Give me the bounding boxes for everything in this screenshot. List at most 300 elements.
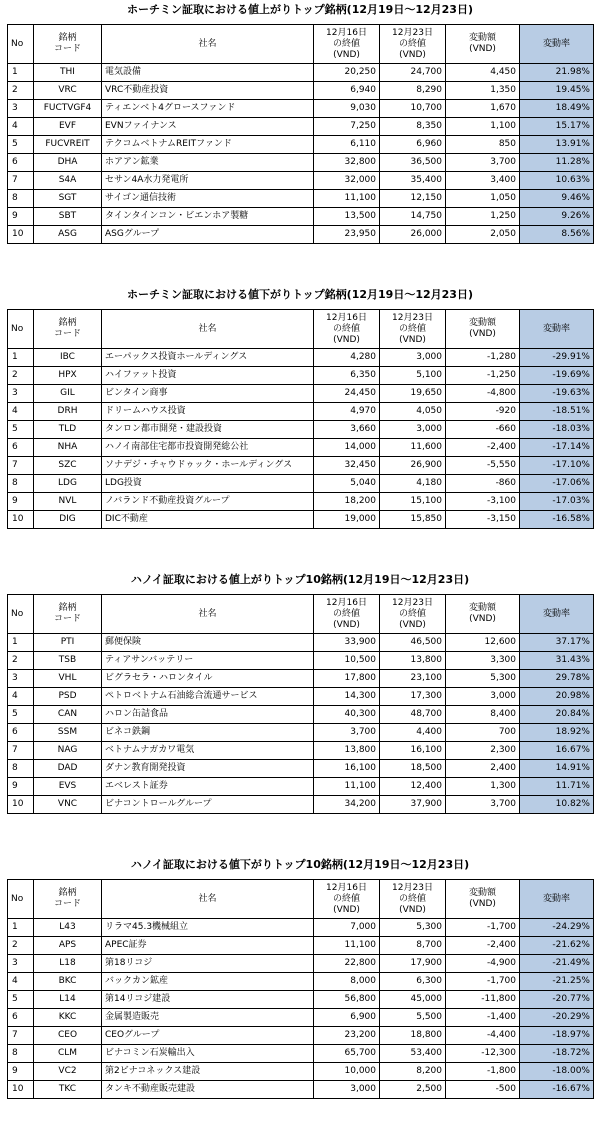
stock-code: L14 — [34, 991, 102, 1009]
company-name: セサン4A水力発電所 — [102, 172, 314, 190]
header-change: 変動額 (VND) — [446, 310, 520, 349]
company-name: ノバランド不動産投資グループ — [102, 493, 314, 511]
header-no: No — [8, 25, 34, 64]
table-row — [8, 421, 594, 439]
header-row — [8, 25, 594, 64]
row-number: 8 — [8, 760, 34, 778]
stock-code: S4A — [34, 172, 102, 190]
close-dec23: 18,800 — [380, 1027, 446, 1045]
change-rate: -18.97% — [520, 1027, 594, 1045]
stock-code: NAG — [34, 742, 102, 760]
row-number: 10 — [8, 1081, 34, 1099]
close-dec16: 4,970 — [314, 403, 380, 421]
stock-code: THI — [34, 64, 102, 82]
table-row — [8, 457, 594, 475]
close-dec23: 48,700 — [380, 706, 446, 724]
table-section — [0, 855, 600, 1099]
row-number: 1 — [8, 64, 34, 82]
close-dec16: 14,300 — [314, 688, 380, 706]
close-dec23: 36,500 — [380, 154, 446, 172]
change-amount: -1,700 — [446, 919, 520, 937]
change-amount: -660 — [446, 421, 520, 439]
change-amount: -1,800 — [446, 1063, 520, 1081]
ranking-table — [7, 594, 594, 814]
close-dec23: 15,850 — [380, 511, 446, 529]
change-amount: 1,300 — [446, 778, 520, 796]
change-amount: 1,050 — [446, 190, 520, 208]
table-row — [8, 652, 594, 670]
row-number: 9 — [8, 208, 34, 226]
close-dec23: 13,800 — [380, 652, 446, 670]
close-dec16: 24,450 — [314, 385, 380, 403]
row-number: 7 — [8, 172, 34, 190]
close-dec16: 3,000 — [314, 1081, 380, 1099]
header-change: 変動額 (VND) — [446, 25, 520, 64]
close-dec16: 65,700 — [314, 1045, 380, 1063]
row-number: 9 — [8, 493, 34, 511]
change-amount: 2,300 — [446, 742, 520, 760]
table-title: ハノイ証取における値上がりトップ10銘柄(12月19日～12月23日) — [130, 573, 470, 586]
close-dec16: 11,100 — [314, 937, 380, 955]
company-name: DIC不動産 — [102, 511, 314, 529]
change-amount: -2,400 — [446, 937, 520, 955]
change-rate: -24.29% — [520, 919, 594, 937]
change-rate: -16.67% — [520, 1081, 594, 1099]
close-dec23: 8,200 — [380, 1063, 446, 1081]
change-rate: 18.92% — [520, 724, 594, 742]
change-rate: -21.25% — [520, 973, 594, 991]
stock-code: NVL — [34, 493, 102, 511]
stock-code: VRC — [34, 82, 102, 100]
table-row — [8, 760, 594, 778]
change-amount: 3,300 — [446, 652, 520, 670]
close-dec23: 2,500 — [380, 1081, 446, 1099]
change-amount: -920 — [446, 403, 520, 421]
header-code: 銘柄 コード — [34, 25, 102, 64]
table-row — [8, 1045, 594, 1063]
stock-code: VNC — [34, 796, 102, 814]
header-code: 銘柄 コード — [34, 595, 102, 634]
stock-code: EVF — [34, 118, 102, 136]
close-dec16: 6,110 — [314, 136, 380, 154]
change-rate: -17.14% — [520, 439, 594, 457]
header-row — [8, 880, 594, 919]
change-amount: -12,300 — [446, 1045, 520, 1063]
row-number: 4 — [8, 403, 34, 421]
header-close-dec16: 12月16日 の終値 (VND) — [314, 880, 380, 919]
header-close-dec23: 12月23日 の終値 (VND) — [380, 25, 446, 64]
close-dec23: 4,400 — [380, 724, 446, 742]
change-rate: 21.98% — [520, 64, 594, 82]
header-name: 社名 — [102, 25, 314, 64]
row-number: 4 — [8, 118, 34, 136]
table-row — [8, 1063, 594, 1081]
stock-code: CLM — [34, 1045, 102, 1063]
stock-code: SGT — [34, 190, 102, 208]
change-rate: 10.82% — [520, 796, 594, 814]
stock-code: GIL — [34, 385, 102, 403]
stock-code: DHA — [34, 154, 102, 172]
close-dec16: 17,800 — [314, 670, 380, 688]
change-rate: 16.67% — [520, 742, 594, 760]
company-name: テクコムベトナムREITファンド — [102, 136, 314, 154]
close-dec23: 14,750 — [380, 208, 446, 226]
stock-code: TKC — [34, 1081, 102, 1099]
company-name: ハロン缶詰食品 — [102, 706, 314, 724]
table-row — [8, 208, 594, 226]
company-name: ASGグループ — [102, 226, 314, 244]
stock-code: DIG — [34, 511, 102, 529]
change-rate: -20.29% — [520, 1009, 594, 1027]
change-amount: -1,700 — [446, 973, 520, 991]
change-amount: 12,600 — [446, 634, 520, 652]
change-rate: 13.91% — [520, 136, 594, 154]
close-dec16: 13,500 — [314, 208, 380, 226]
table-row — [8, 778, 594, 796]
header-code: 銘柄 コード — [34, 880, 102, 919]
table-row — [8, 64, 594, 82]
company-name: LDG投資 — [102, 475, 314, 493]
stock-code: TSB — [34, 652, 102, 670]
change-rate: -20.77% — [520, 991, 594, 1009]
table-row — [8, 937, 594, 955]
stock-code: LDG — [34, 475, 102, 493]
close-dec16: 20,250 — [314, 64, 380, 82]
change-rate: 18.49% — [520, 100, 594, 118]
row-number: 7 — [8, 457, 34, 475]
change-rate: 10.63% — [520, 172, 594, 190]
stock-code: CAN — [34, 706, 102, 724]
change-rate: 29.78% — [520, 670, 594, 688]
header-no: No — [8, 595, 34, 634]
close-dec16: 23,200 — [314, 1027, 380, 1045]
change-rate: -17.10% — [520, 457, 594, 475]
stock-code: FUCTVGF4 — [34, 100, 102, 118]
close-dec23: 8,350 — [380, 118, 446, 136]
close-dec16: 11,100 — [314, 190, 380, 208]
stock-code: PSD — [34, 688, 102, 706]
close-dec23: 17,300 — [380, 688, 446, 706]
row-number: 2 — [8, 367, 34, 385]
header-name: 社名 — [102, 310, 314, 349]
change-rate: -19.69% — [520, 367, 594, 385]
company-name: ビナコントロールグループ — [102, 796, 314, 814]
change-amount: -2,400 — [446, 439, 520, 457]
row-number: 9 — [8, 1063, 34, 1081]
close-dec23: 16,100 — [380, 742, 446, 760]
close-dec16: 32,000 — [314, 172, 380, 190]
change-rate: 37.17% — [520, 634, 594, 652]
table-row — [8, 796, 594, 814]
close-dec16: 40,300 — [314, 706, 380, 724]
close-dec23: 5,100 — [380, 367, 446, 385]
change-amount: -500 — [446, 1081, 520, 1099]
stock-code: SSM — [34, 724, 102, 742]
close-dec23: 12,400 — [380, 778, 446, 796]
table-row — [8, 226, 594, 244]
header-row — [8, 595, 594, 634]
stock-code: FUCVREIT — [34, 136, 102, 154]
ranking-table — [7, 24, 594, 244]
change-amount: -4,400 — [446, 1027, 520, 1045]
table-section — [0, 285, 600, 529]
row-number: 2 — [8, 652, 34, 670]
close-dec16: 33,900 — [314, 634, 380, 652]
close-dec16: 19,000 — [314, 511, 380, 529]
change-amount: -860 — [446, 475, 520, 493]
company-name: タンキ不動産販売建設 — [102, 1081, 314, 1099]
stock-code: CEO — [34, 1027, 102, 1045]
stock-code: PTI — [34, 634, 102, 652]
table-row — [8, 670, 594, 688]
header-close-dec16: 12月16日 の終値 (VND) — [314, 595, 380, 634]
change-rate: 20.98% — [520, 688, 594, 706]
close-dec16: 32,450 — [314, 457, 380, 475]
table-row — [8, 172, 594, 190]
stock-code: L43 — [34, 919, 102, 937]
close-dec16: 14,000 — [314, 439, 380, 457]
stock-code: L18 — [34, 955, 102, 973]
close-dec16: 16,100 — [314, 760, 380, 778]
company-name: ビネコ鉄鋼 — [102, 724, 314, 742]
table-row — [8, 1027, 594, 1045]
close-dec16: 32,800 — [314, 154, 380, 172]
table-section — [0, 570, 600, 814]
change-rate: 15.17% — [520, 118, 594, 136]
close-dec23: 45,000 — [380, 991, 446, 1009]
table-row — [8, 688, 594, 706]
table-row — [8, 742, 594, 760]
row-number: 2 — [8, 937, 34, 955]
company-name: バックカン鉱産 — [102, 973, 314, 991]
close-dec16: 56,800 — [314, 991, 380, 1009]
company-name: ティエンベト4グロースファンド — [102, 100, 314, 118]
company-name: タインタインコン・ビエンホア製糖 — [102, 208, 314, 226]
header-rate: 変動率 — [520, 310, 594, 349]
change-rate: 9.46% — [520, 190, 594, 208]
company-name: ホアアン鉱業 — [102, 154, 314, 172]
header-close-dec23: 12月23日 の終値 (VND) — [380, 310, 446, 349]
close-dec16: 7,250 — [314, 118, 380, 136]
row-number: 1 — [8, 349, 34, 367]
change-amount: 3,700 — [446, 154, 520, 172]
close-dec16: 11,100 — [314, 778, 380, 796]
row-number: 1 — [8, 919, 34, 937]
change-amount: -3,150 — [446, 511, 520, 529]
change-amount: 3,700 — [446, 796, 520, 814]
close-dec16: 3,660 — [314, 421, 380, 439]
table-title: ホーチミン証取における値下がりトップ銘柄(12月19日～12月23日) — [127, 288, 473, 301]
close-dec16: 6,350 — [314, 367, 380, 385]
header-change: 変動額 (VND) — [446, 595, 520, 634]
table-row — [8, 190, 594, 208]
company-name: EVNファイナンス — [102, 118, 314, 136]
stock-code: DRH — [34, 403, 102, 421]
table-row — [8, 919, 594, 937]
table-row — [8, 118, 594, 136]
company-name: ドリームハウス投資 — [102, 403, 314, 421]
table-row — [8, 706, 594, 724]
close-dec23: 5,300 — [380, 919, 446, 937]
change-rate: 20.84% — [520, 706, 594, 724]
company-name: ダナン教育開発投資 — [102, 760, 314, 778]
change-amount: -4,800 — [446, 385, 520, 403]
change-rate: 31.43% — [520, 652, 594, 670]
company-name: エーパックス投資ホールディングス — [102, 349, 314, 367]
change-amount: 8,400 — [446, 706, 520, 724]
stock-code: HPX — [34, 367, 102, 385]
header-rate: 変動率 — [520, 880, 594, 919]
table-row — [8, 367, 594, 385]
change-amount: 2,050 — [446, 226, 520, 244]
row-number: 6 — [8, 724, 34, 742]
change-amount: 1,350 — [446, 82, 520, 100]
row-number: 7 — [8, 742, 34, 760]
stock-code: SBT — [34, 208, 102, 226]
stock-code: EVS — [34, 778, 102, 796]
row-number: 7 — [8, 1027, 34, 1045]
header-close-dec23: 12月23日 の終値 (VND) — [380, 595, 446, 634]
table-title: ハノイ証取における値下がりトップ10銘柄(12月19日～12月23日) — [130, 858, 470, 871]
row-number: 4 — [8, 973, 34, 991]
change-rate: 11.71% — [520, 778, 594, 796]
change-rate: 19.45% — [520, 82, 594, 100]
stock-code: KKC — [34, 1009, 102, 1027]
close-dec23: 4,180 — [380, 475, 446, 493]
change-amount: 2,400 — [446, 760, 520, 778]
change-amount: 3,000 — [446, 688, 520, 706]
row-number: 10 — [8, 226, 34, 244]
close-dec23: 18,500 — [380, 760, 446, 778]
change-amount: 1,100 — [446, 118, 520, 136]
close-dec16: 6,940 — [314, 82, 380, 100]
table-row — [8, 439, 594, 457]
row-number: 5 — [8, 136, 34, 154]
close-dec16: 7,000 — [314, 919, 380, 937]
company-name: リラマ45.3機械組立 — [102, 919, 314, 937]
row-number: 6 — [8, 154, 34, 172]
header-close-dec23: 12月23日 の終値 (VND) — [380, 880, 446, 919]
table-row — [8, 634, 594, 652]
change-rate: -18.72% — [520, 1045, 594, 1063]
change-amount: 3,400 — [446, 172, 520, 190]
close-dec23: 8,290 — [380, 82, 446, 100]
close-dec16: 6,900 — [314, 1009, 380, 1027]
company-name: 第14リコジ建設 — [102, 991, 314, 1009]
change-amount: -3,100 — [446, 493, 520, 511]
row-number: 3 — [8, 670, 34, 688]
stock-code: NHA — [34, 439, 102, 457]
ranking-table — [7, 309, 594, 529]
table-row — [8, 724, 594, 742]
change-rate: -17.06% — [520, 475, 594, 493]
company-name: 金属製造販売 — [102, 1009, 314, 1027]
close-dec16: 5,040 — [314, 475, 380, 493]
close-dec16: 8,000 — [314, 973, 380, 991]
change-rate: -21.49% — [520, 955, 594, 973]
company-name: サイゴン通信技術 — [102, 190, 314, 208]
row-number: 5 — [8, 706, 34, 724]
change-rate: -21.62% — [520, 937, 594, 955]
row-number: 10 — [8, 796, 34, 814]
header-rate: 変動率 — [520, 595, 594, 634]
header-row — [8, 310, 594, 349]
company-name: 第18リコジ — [102, 955, 314, 973]
close-dec23: 53,400 — [380, 1045, 446, 1063]
table-row — [8, 154, 594, 172]
close-dec23: 17,900 — [380, 955, 446, 973]
change-amount: -4,900 — [446, 955, 520, 973]
row-number: 6 — [8, 1009, 34, 1027]
change-amount: 1,670 — [446, 100, 520, 118]
table-row — [8, 136, 594, 154]
change-amount: 1,250 — [446, 208, 520, 226]
row-number: 8 — [8, 1045, 34, 1063]
row-number: 4 — [8, 688, 34, 706]
close-dec16: 4,280 — [314, 349, 380, 367]
ranking-table — [7, 879, 594, 1099]
change-rate: 9.26% — [520, 208, 594, 226]
close-dec23: 5,500 — [380, 1009, 446, 1027]
table-row — [8, 403, 594, 421]
change-amount: 4,450 — [446, 64, 520, 82]
close-dec16: 10,500 — [314, 652, 380, 670]
header-rate: 変動率 — [520, 25, 594, 64]
change-amount: -5,550 — [446, 457, 520, 475]
company-name: ソナデジ・チャウドゥック・ホールディングス — [102, 457, 314, 475]
stock-code: VC2 — [34, 1063, 102, 1081]
close-dec23: 3,000 — [380, 421, 446, 439]
company-name: ビグラセラ・ハロンタイル — [102, 670, 314, 688]
row-number: 5 — [8, 421, 34, 439]
close-dec16: 3,700 — [314, 724, 380, 742]
change-amount: -1,400 — [446, 1009, 520, 1027]
stock-code: DAD — [34, 760, 102, 778]
table-row — [8, 955, 594, 973]
table-row — [8, 991, 594, 1009]
close-dec23: 37,900 — [380, 796, 446, 814]
close-dec23: 23,100 — [380, 670, 446, 688]
change-rate: -18.03% — [520, 421, 594, 439]
change-rate: -19.63% — [520, 385, 594, 403]
change-amount: 700 — [446, 724, 520, 742]
change-rate: -16.58% — [520, 511, 594, 529]
change-rate: -17.03% — [520, 493, 594, 511]
close-dec23: 26,000 — [380, 226, 446, 244]
close-dec16: 10,000 — [314, 1063, 380, 1081]
stock-code: IBC — [34, 349, 102, 367]
close-dec16: 34,200 — [314, 796, 380, 814]
company-name: ハノイ南部住宅都市投資開発総公社 — [102, 439, 314, 457]
change-amount: -1,280 — [446, 349, 520, 367]
change-rate: 11.28% — [520, 154, 594, 172]
close-dec23: 6,300 — [380, 973, 446, 991]
stock-code: APS — [34, 937, 102, 955]
header-close-dec16: 12月16日 の終値 (VND) — [314, 25, 380, 64]
close-dec23: 12,150 — [380, 190, 446, 208]
close-dec16: 22,800 — [314, 955, 380, 973]
change-rate: 14.91% — [520, 760, 594, 778]
row-number: 3 — [8, 385, 34, 403]
close-dec23: 35,400 — [380, 172, 446, 190]
table-row — [8, 475, 594, 493]
row-number: 5 — [8, 991, 34, 1009]
company-name: 電気設備 — [102, 64, 314, 82]
close-dec16: 9,030 — [314, 100, 380, 118]
table-row — [8, 511, 594, 529]
header-name: 社名 — [102, 595, 314, 634]
table-row — [8, 1009, 594, 1027]
